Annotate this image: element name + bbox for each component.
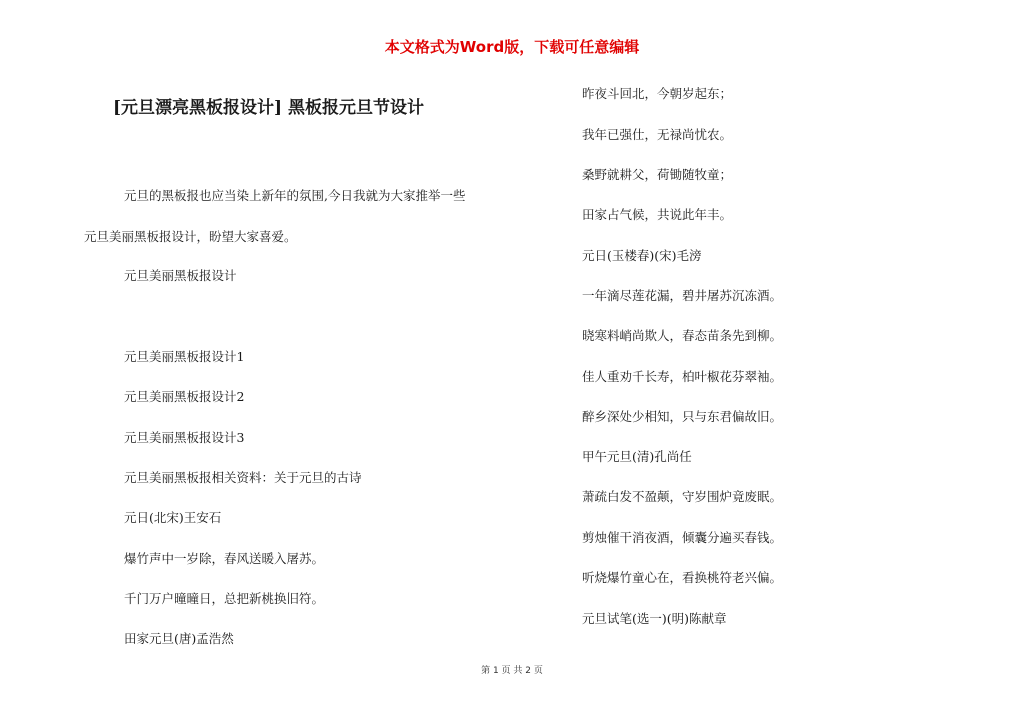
paragraph-line: 元旦美丽黑板报设计，盼望大家喜爱。 (84, 229, 297, 244)
poem-line: 田家占气候，共说此年丰。 (582, 207, 733, 222)
image-caption: 元旦美丽黑板报设计2 (124, 389, 245, 404)
poem-line: 剪烛催干消夜酒，倾囊分遍买春钱。 (582, 530, 783, 545)
section-heading: 元旦美丽黑板报设计 (124, 268, 237, 283)
poem-line: 爆竹声中一岁除，春风送暖入屠苏。 (124, 551, 325, 566)
poem-title: 甲午元旦(清)孔尚任 (582, 449, 692, 464)
image-caption: 元旦美丽黑板报设计1 (124, 349, 245, 364)
poem-line: 佳人重劝千长寿，柏叶椒花芬翠袖。 (582, 369, 783, 384)
poem-title: 元旦试笔(选一)(明)陈献章 (582, 611, 727, 626)
poem-line: 萧疏白发不盈颠，守岁围炉竟废眠。 (582, 489, 783, 504)
poem-line: 千门万户曈曈日，总把新桃换旧符。 (124, 591, 325, 606)
poem-line: 我年已强仕，无禄尚忧农。 (582, 127, 733, 142)
poem-line: 一年滴尽莲花漏，碧井屠苏沉冻酒。 (582, 288, 783, 303)
poem-title: 元日(玉楼春)(宋)毛滂 (582, 248, 702, 263)
paragraph-line: 元旦的黑板报也应当染上新年的氛围,今日我就为大家推举一些 (124, 188, 466, 203)
page-number: 第 1 页 共 2 页 (481, 666, 543, 676)
image-caption: 元旦美丽黑板报设计3 (124, 430, 245, 445)
poem-line: 晓寒料峭尚欺人，春态苗条先到柳。 (582, 328, 783, 343)
poem-line: 醉乡深处少相知，只与东君偏故旧。 (582, 409, 783, 424)
poem-line: 桑野就耕父，荷锄随牧童； (582, 167, 733, 182)
poem-line: 听烧爆竹童心在，看换桃符老兴偏。 (582, 570, 783, 585)
poem-line: 昨夜斗回北，今朝岁起东； (582, 86, 733, 101)
section-heading: 元旦美丽黑板报相关资料：关于元旦的古诗 (124, 470, 362, 485)
poem-title: 田家元旦(唐)孟浩然 (124, 631, 234, 646)
poem-title: 元日(北宋)王安石 (124, 510, 222, 525)
document-title: [元旦漂亮黑板报设计] 黑板报元旦节设计 (113, 98, 425, 118)
download-banner: 本文格式为Word版，下载可任意编辑 (384, 38, 640, 56)
